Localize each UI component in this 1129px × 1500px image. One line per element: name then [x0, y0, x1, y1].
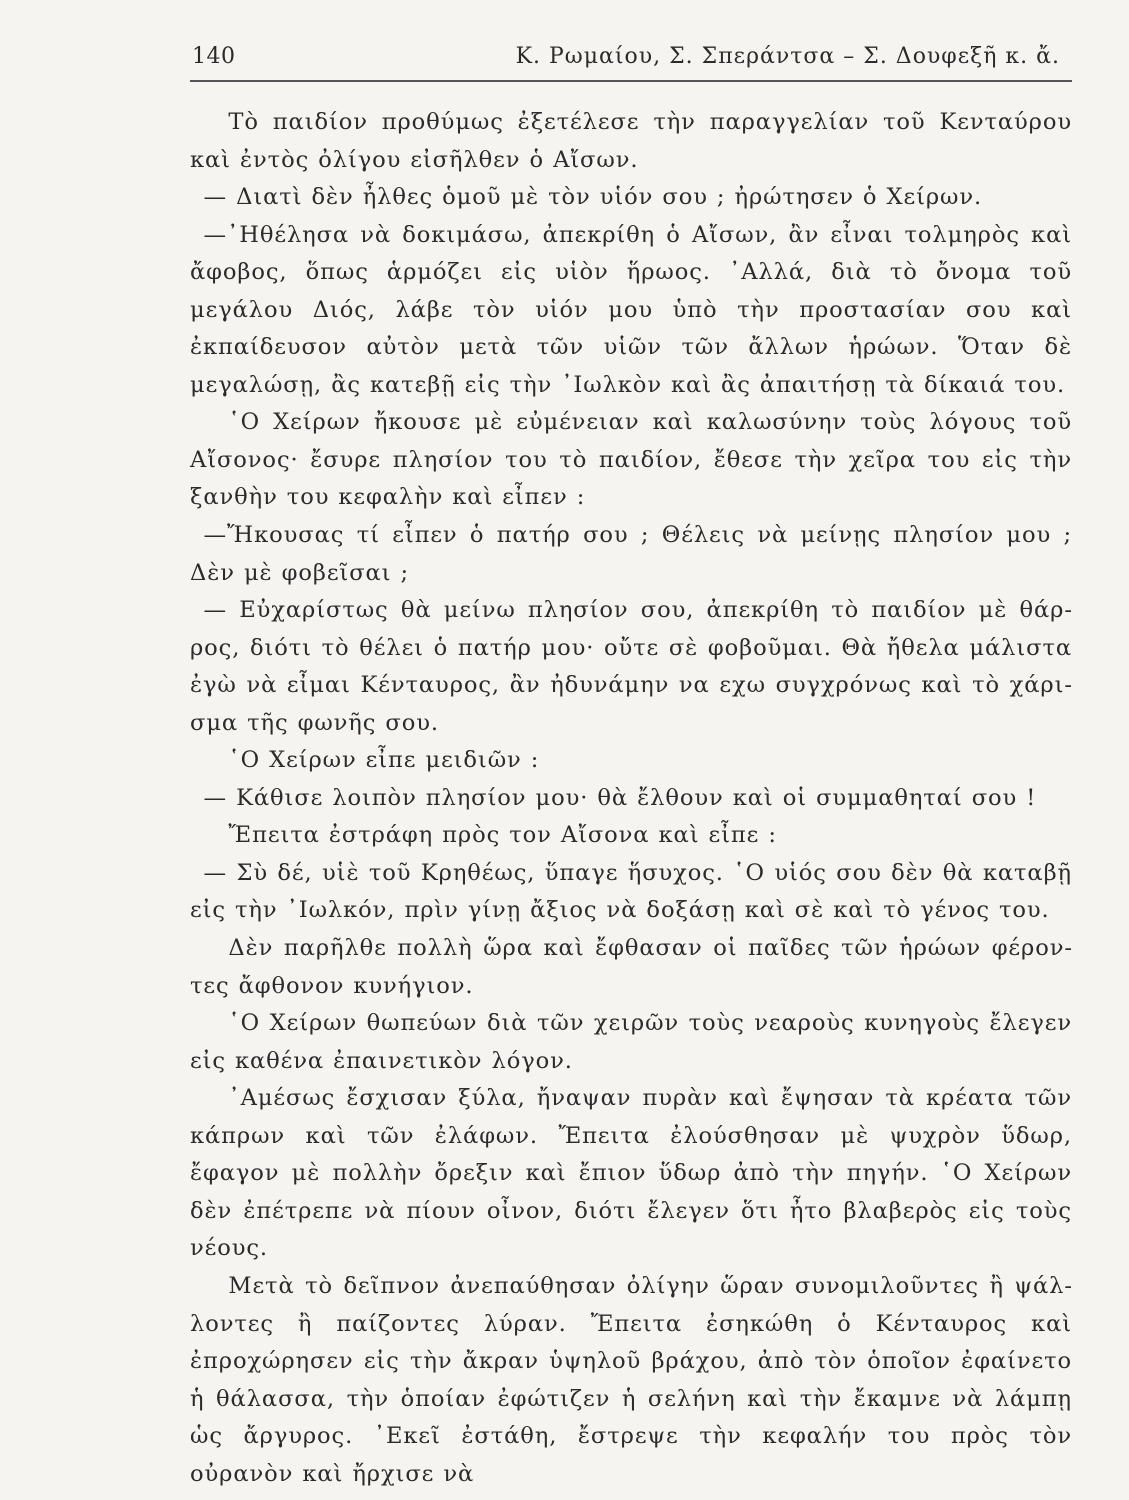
paragraph: ῾Ο Χείρων εἶπε μειδιῶν : [228, 747, 540, 774]
paragraph: ῾Ο Χείρων θωπεύων διὰ τῶν χειρῶν τοὺς νεαροὺς κυνηγοὺς ἔλεγεν εἰς καθένα ἐπαινετικὸν λόγον. [190, 1010, 1072, 1074]
paragraph: ῾Ο Χείρων ἤκουσε μὲ εὐμένειαν καὶ καλωσύνην τοὺς λόγους τοῦ Αἴσονος· ἔσυρε πλησίον του τὸ παιδίον, ἔθεσε τὴν χεῖρα του εἰς τὴν ξανθὴν του κεφαλὴν καὶ εἶπεν : [190, 409, 1072, 511]
paragraph: Τὸ παιδίον προθύμως ἐξετέλεσε τὴν παραγγελίαν τοῦ Κενταύρου καὶ ἐντὸς ὀλίγου εἰσῆλθεν ὁ Αἴσων. [190, 109, 1072, 173]
page-header [190, 40, 1072, 82]
paragraph: Μετὰ τὸ δεῖπνον ἀνεπαύθησαν ὀλίγην ὥραν συνομιλοῦντες ἢ ψάλλοντες ἢ παίζοντες λύραν. Ἔπειτα ἐσηκώθη ὁ Κένταυρος καὶ ἐπροχώρησεν εἰς τὴν ἄκραν ὑψηλοῦ βράχου, ἀπὸ τὸν ὁποῖον ἐφαίνετο ἡ θάλασσα, τὴν ὁποίαν ἐφώτιζεν ἡ σελήνη καὶ τὴν ἔκαμνε νὰ λάμπῃ ὡς ἄργυρος. ᾿Εκεῖ ἐστάθη, ἔστρεψε τὴν κεφαλήν του πρὸς τὸν οὐρανὸν καὶ ἤρχισε νὰ [190, 1272, 1072, 1487]
paragraph: Ἔπειτα ἐστράφη πρὸς τον Αἴσονα καὶ εἶπε : [228, 822, 777, 849]
page-number: 140 [192, 44, 236, 69]
dialogue-paragraph: — Εὐχαρίστως θὰ μείνω πλησίον σου, ἀπεκρίθη τὸ παιδίον μὲ θάρρος, διότι τὸ θέλει ὁ πατήρ μου· οὔτε σὲ φοβοῦμαι. Θὰ ἤθελα μάλιστα ἐγὼ νὰ εἶμαι Κένταυρος, ἂν ἠδυνάμην να εχω συγχρόνως καὶ τὸ χάρισμα τῆς φωνῆς σου. [190, 597, 1072, 736]
running-head: Κ. Ρωμαίου, Σ. Σπεράντσα – Σ. Δουφεξῆ κ. ἄ. [515, 44, 1060, 69]
dialogue-paragraph: — Διατὶ δὲν ἦλθες ὁμοῦ μὲ τὸν υἱόν σου ; ἠρώτησεν ὁ Χείρων. [203, 184, 983, 211]
body-text [190, 104, 1072, 1493]
dialogue-paragraph: —᾿Ηθέλησα νὰ δοκιμάσω, ἀπεκρίθη ὁ Αἴσων, ἂν εἶναι τολμηρὸς καὶ ἄφοβος, ὅπως ἁρμόζει εἰς υἱὸν ἥρωος. ᾿Αλλά, διὰ τὸ ὄνομα τοῦ μεγάλου Διός, λάβε τὸν υἱόν μου ὑπὸ τὴν προστασίαν σου καὶ ἐκπαίδευσον αὐτὸν μετὰ τῶν υἱῶν τῶν ἄλλων ἡρώων. Ὅταν δὲ μεγαλώσῃ, ἂς κατεβῇ εἰς τὴν ᾿Ιωλκὸν καὶ ἂς ἀπαιτήσῃ τὰ δίκαιά του. [190, 221, 1072, 398]
dialogue-paragraph: — Σὺ δέ, υἱὲ τοῦ Κρηθέως, ὕπαγε ἥσυχος. ῾Ο υἱός σου δὲν θὰ καταβῇ εἰς τὴν ᾿Ιωλκόν, πρὶν γίνῃ ἄξιος νὰ δοξάσῃ καὶ σὲ καὶ τὸ γένος του. [190, 859, 1072, 924]
paragraph: Δὲν παρῆλθε πολλὴ ὥρα καὶ ἔφθασαν οἱ παῖδες τῶν ἡρώων φέροντες ἄφθονον κυνήγιον. [190, 935, 1072, 999]
dialogue-paragraph: —Ἤκουσας τί εἶπεν ὁ πατήρ σου ; Θέλεις νὰ μείνῃς πλησίον μου ; Δὲν μὲ φοβεῖσαι ; [190, 522, 1072, 586]
dialogue-paragraph: — Κάθισε λοιπὸν πλησίον μου· θὰ ἔλθουν καὶ οἱ συμμαθηταί σου ! [203, 784, 1037, 811]
paragraph: ᾿Αμέσως ἔσχισαν ξύλα, ἤναψαν πυρὰν καὶ ἔψησαν τὰ κρέατα τῶν κάπρων καὶ τῶν ἐλάφων. Ἔπειτα ἐλούσθησαν μὲ ψυχρὸν ὕδωρ, ἔφαγον μὲ πολλὴν ὄρεξιν καὶ ἔπιον ὕδωρ ἀπὸ τὴν πηγήν. ῾Ο Χείρων δὲν ἐπέτρεπε νὰ πίουν οἶνον, διότι ἔλεγεν ὅτι ἦτο βλαβερὸς εἰς τοὺς νέους. [190, 1085, 1072, 1262]
